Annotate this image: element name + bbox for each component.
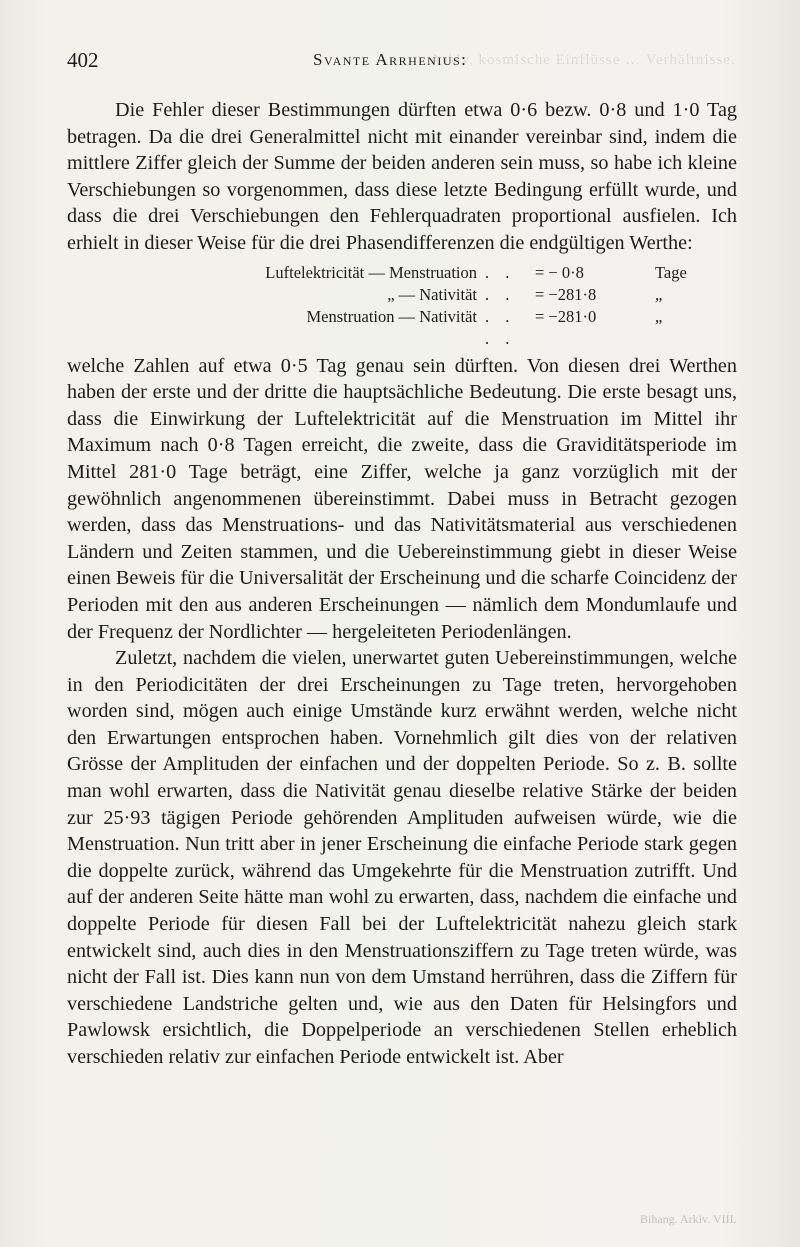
equation-lhs: Menstruation — Nativität <box>306 306 477 326</box>
equation-dots: . . <box>485 284 516 304</box>
equation-unit: „ <box>655 306 663 326</box>
paragraph-1: Die Fehler dieser Bestimmungen dürften etwa 0·6 bezw. 0·8 und 1·0 Tag betragen. Da die drei Generalmittel nicht mit einander vereinbar sind, indem die mittlere Ziffer gleich der Summe der beiden anderen sein muss, so habe ich kleine Verschiebungen so vorgenommen, dass diese letzte Bedingung erfüllt wurde, und dass die drei Verschiebungen den Fehlerquadraten proportional ausfielen. Ich erhielt in dieser Weise für die drei Phasendifferenzen die endgültigen Werthe: <box>67 99 737 254</box>
equation-dots: . . . . <box>485 306 516 348</box>
body-text <box>67 97 737 1071</box>
page-number: 402 <box>67 48 99 72</box>
equation-row-3 <box>67 306 737 350</box>
page-header <box>67 48 737 72</box>
bleed-through-text: Arkiv, kosmische Einflüsse … Verhältnisse. <box>430 52 736 68</box>
equation-value: = −281·8 <box>535 284 597 304</box>
equation-value: = −281·0 <box>535 306 597 326</box>
running-head: Svante Arrhenius: <box>313 50 468 69</box>
equation-value: = − 0·8 <box>535 262 584 282</box>
equation-unit: Tage <box>655 262 687 282</box>
equation-lhs: „ — Nativität <box>387 284 477 304</box>
equation-dots: . . <box>485 262 516 282</box>
equation-row-1 <box>67 262 737 284</box>
equation-lhs: Luftelektricität — Menstruation <box>265 262 477 282</box>
paragraph-3: Zuletzt, nachdem die vielen, unerwartet guten Uebereinstimmungen, welche in den Periodicitäten der drei Erscheinungen zu Tage treten, hervorgehoben worden sind, mögen auch einige Umstände kurz erwähnt werden, welche nicht den Erwartungen entsprochen haben. Vornehmlich gilt dies von der relativen Grösse der Amplituden der einfachen und der doppelten Periode. So z. B. sollte man wohl erwarten, dass die Nativität genau dieselbe relative Stärke der beiden zur 25·93 tägigen Periode gehörenden Amplituden aufweisen würde, wie die Menstruation. Nun tritt aber in jener Erscheinung die einfache Periode stark gegen die doppelte zurück, während das Umgekehrte für die Menstruation zutrifft. Und auf der anderen Seite hätte man wohl zu erwarten, dass, nachdem die einfache und doppelte Periode für diesen Fall bei der Luftelektricität nahezu gleich stark entwickelt sind, auch dies in den Menstruationsziffern zu Tage treten würde, was nicht der Fall ist. Dies kann nun von dem Umstand herrühren, dass die Ziffern für verschiedene Landstriche gelten und, wie aus den Daten für Helsingfors und Pawlowsk ersichtlich, die Doppelperiode an verschiedenen Stellen erheblich verschieden relativ zur einfachen Periode entwickelt ist. Aber <box>67 647 737 1068</box>
paragraph-2: welche Zahlen auf etwa 0·5 Tag genau sein dürften. Von diesen drei Werthen haben der erste und der dritte die hauptsächliche Bedeutung. Die erste besagt uns, dass die Einwirkung der Luftelektricität auf die Menstruation im Mittel ihr Maximum nach 0·8 Tagen erreicht, die zweite, dass die Graviditätsperiode im Mittel 281·0 Tage beträgt, eine Ziffer, welche ja ganz vorzüglich mit der gewöhnlich angenommenen übereinstimmt. Dabei muss in Betracht gezogen werden, dass das Menstruations- und das Nativitätsmaterial aus verschiedenen Ländern und Zeiten stammen, und die Uebereinstimmung giebt in dieser Weise einen Beweis für die Universalität der Erscheinung und die scharfe Coincidenz der Perioden mit den aus anderen Erscheinungen — nämlich dem Mondumlaufe und der Frequenz der Nordlichter — hergeleiteten Periodenlängen. <box>67 354 737 643</box>
equation-block <box>67 262 737 350</box>
equation-row-2 <box>67 284 737 306</box>
equation-unit: „ <box>655 284 663 304</box>
footer-signature: Bihang. Arkiv. VIII. <box>640 1212 737 1226</box>
